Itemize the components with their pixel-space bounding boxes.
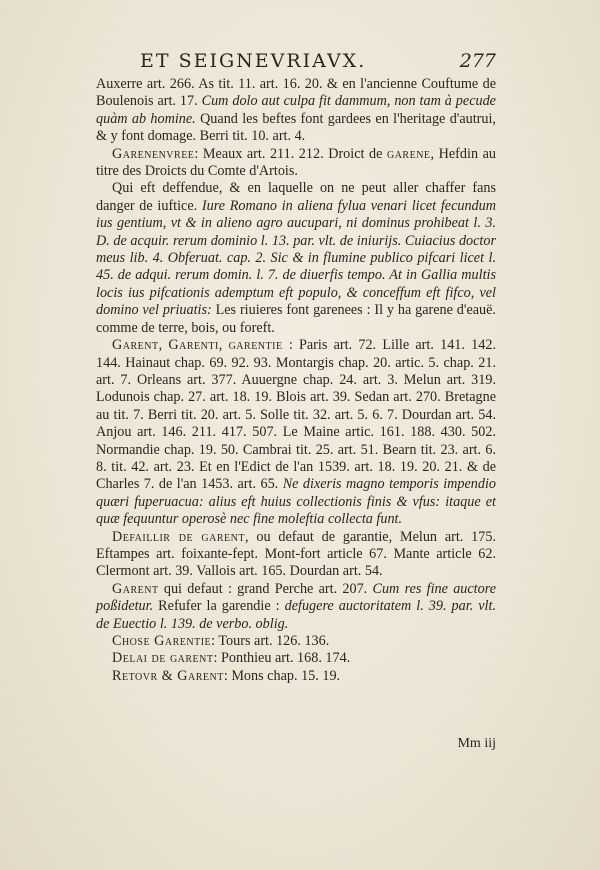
paragraph-p6 bbox=[96, 633, 496, 650]
latin-quotation: Cum dolo aut culpa fit dammum, non tam à pecude quàm ab homine. bbox=[96, 93, 496, 127]
entry-heading: garentie bbox=[228, 337, 283, 354]
paragraph-text: , ou defaut de garantie, Melun art. 175. Eftampes art. foixante-fept. Mont-fort article 67. Mante article 62. Clermont art. 39. Vallois art. 165. Dourdan art. 54. bbox=[96, 528, 497, 580]
paragraph-text: , bbox=[158, 337, 169, 354]
signature-mark: Mm iij bbox=[457, 736, 496, 751]
paragraph-text: , bbox=[218, 337, 229, 354]
paragraph-p0 bbox=[96, 76, 496, 146]
running-title: ET SEIGNEVRIAVX. bbox=[140, 50, 367, 72]
paragraph-text: qui defaut : grand Perche art. 207. bbox=[158, 580, 373, 597]
paragraph-p5 bbox=[96, 581, 496, 633]
paragraph-text: Les riuieres font garenees : Il y ha garene d'eauë. comme de terre, bois, ou foreft. bbox=[96, 302, 496, 336]
paragraph-text: Quand les beftes font gardees en l'heritage d'autrui, & y font domage. Berri tit. 10. art. 4. bbox=[96, 110, 496, 145]
paragraph-text: Qui eft deffendue, & en laquelle on ne peut aller chaffer fans danger de iuftice. bbox=[96, 180, 496, 214]
entry-heading: garene bbox=[386, 145, 431, 162]
entry-heading: Garenenvree bbox=[112, 145, 195, 162]
latin-quotation: Cum res fine auctore poßidetur. bbox=[96, 580, 497, 615]
paragraph-p2 bbox=[96, 180, 496, 337]
paragraph-text: : Tours art. 126. 136. bbox=[211, 633, 330, 649]
paragraph-p3 bbox=[96, 337, 496, 528]
entry-heading: Chose Garentie bbox=[112, 633, 212, 649]
paragraph-p8 bbox=[96, 668, 496, 685]
entry-heading: Garent bbox=[112, 580, 159, 597]
latin-quotation: defugere auctoritatem l. 39. par. vlt. de Euectio l. 139. de verbo. oblig. bbox=[96, 598, 496, 632]
paragraph-p7 bbox=[96, 650, 496, 667]
entry-heading: Delai de garent bbox=[112, 650, 214, 667]
paragraph-p1 bbox=[96, 146, 496, 181]
entry-heading: Defaillir de garent bbox=[112, 528, 245, 545]
entry-heading: Garent bbox=[112, 337, 159, 354]
paragraph-text: Auxerre art. 266. As tit. 11. art. 16. 20. & en l'ancienne Couftume de Boulenois art. 17. bbox=[96, 76, 496, 110]
text-body bbox=[96, 76, 496, 685]
latin-quotation: Ne dixeris magno temporis impendio quæri fuperuacua: alius eft huius collectionis finis & vfus: itaque et quæ fequuntur operosè nec fine moleftia collecta funt. bbox=[96, 476, 496, 528]
paragraph-p4 bbox=[96, 529, 496, 581]
paragraph-text: : Meaux art. 211. 212. Droict de bbox=[194, 145, 387, 162]
entry-heading: Garenti bbox=[168, 337, 219, 354]
paragraph-text: : Ponthieu art. 168. 174. bbox=[213, 650, 351, 667]
entry-heading: Retovr & Garent bbox=[112, 667, 224, 684]
paragraph-text: : Mons chap. 15. 19. bbox=[223, 667, 341, 684]
paragraph-text: Refufer la garendie : bbox=[153, 598, 285, 615]
latin-quotation: Iure Romano in aliena fylua venari licet fecundum ius gentium, vt & in alieno agro aucupari, ni dominus prohibeat l. 3. D. de acquir. rerum dominio l. 13. par. vlt. de iniurijs. Cuiacius doctor meus lib. 4. Obferuat. cap. 2. Sic & in flumine publico pifcari licet l. 45. de adqui. rerum domin. l. 7. de diuerfis tempo. At in Gallia multis locis ius pifcationis ademptum eft populo, & conceffum eft fifco, vel domino vel priuatis: bbox=[96, 197, 496, 319]
paragraph-text: , Hefdin au titre des Droicts du Comte d'Artois. bbox=[96, 145, 496, 180]
paragraph-text: : Paris art. 72. Lille art. 141. 142. 144. Hainaut chap. 69. 92. 93. Montargis chap. 20. artic. 5. chap. 21. art. 7. Orleans art. 377. Auuergne chap. 24. art. 3. Melun art. 319. Lodunois chap. 27. art. 18. 19. Blois art. 39. Sedan art. 270. Bretagne au tit. 7. Berri tit. 20. art. 5. Solle tit. 32. art. 5. 6. 7. Dourdan art. 54. Anjou art. 146. 211. 417. 507. Le Maine artic. 161. 188. 430. 502. Normandie chap. 19. 50. Cambrai tit. 25. art. 51. Bearn tit. 23. art. 6. 8. tit. 42. art. 23. Et en l'Edict de l'an 1539. art. 18. 19. 20. 21. & de Charles 7. de l'an 1453. art. 65. bbox=[96, 337, 497, 493]
page-number: 277 bbox=[459, 50, 496, 72]
